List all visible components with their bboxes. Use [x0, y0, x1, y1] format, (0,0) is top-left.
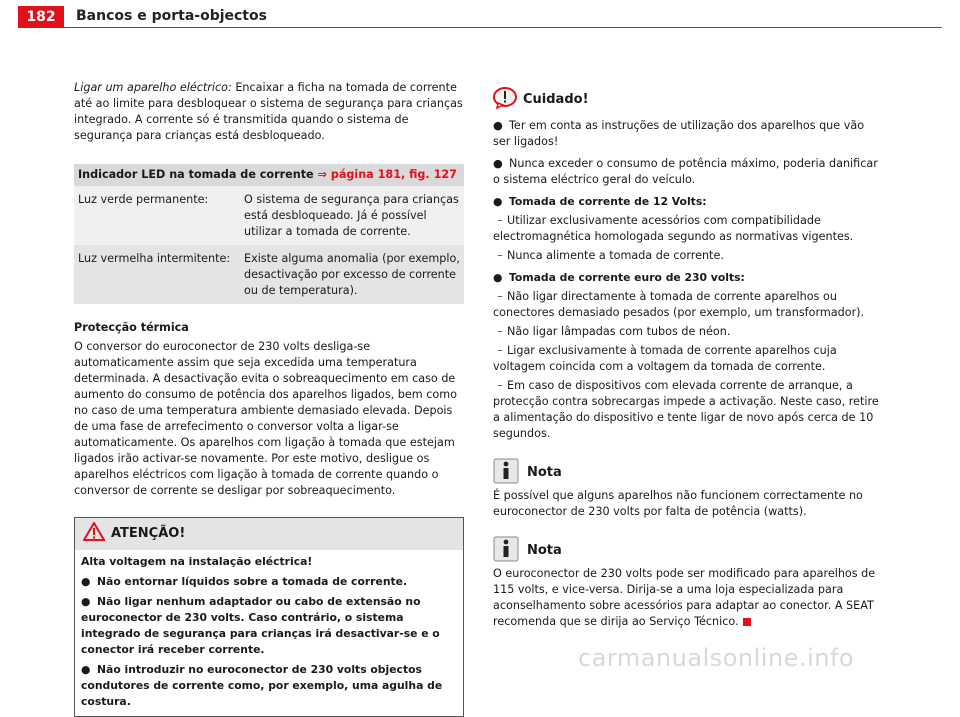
- warning-box: [74, 517, 464, 717]
- caution-item: [493, 156, 883, 188]
- bullet-icon: ●: [81, 595, 91, 608]
- caution-item: [493, 118, 883, 150]
- warning-item-text: Não entornar líquidos sobre a tomada de corrente.: [97, 575, 408, 588]
- dash-icon: –: [497, 214, 503, 227]
- warning-body: [75, 550, 463, 716]
- info-note-icon: [493, 458, 519, 489]
- caution-title: Cuidado!: [523, 92, 589, 107]
- subitem-text: Não ligar directamente à tomada de corrente aparelhos ou conectores demasiado pesados (por exemplo, um transformador).: [493, 290, 865, 319]
- led-table: [74, 164, 464, 304]
- page-reference-link[interactable]: página 181, fig. 127: [326, 168, 457, 181]
- warning-title: ATENÇÃO!: [111, 526, 186, 541]
- row-label: Luz verde permanente:: [78, 193, 209, 206]
- intro-paragraph: [74, 80, 464, 144]
- caution-group-230v: [493, 270, 883, 286]
- page-title: Bancos e porta-objectos: [76, 8, 267, 24]
- caution-subitem: [493, 343, 883, 375]
- left-column: [74, 80, 464, 717]
- note-text: [493, 566, 883, 630]
- dash-icon: –: [497, 344, 503, 357]
- warning-header: [75, 518, 463, 550]
- caution-subitem: [493, 324, 883, 340]
- end-of-section-icon: [743, 618, 751, 626]
- group-title: Tomada de corrente euro de 230 volts:: [509, 271, 745, 284]
- thermal-protection-title: Protecção térmica: [74, 321, 189, 334]
- header-rule: [64, 27, 942, 28]
- caution-item-text: Ter em conta as instruções de utilização dos aparelhos que vão ser ligados!: [493, 119, 865, 148]
- caution-item-text: Nunca exceder o consumo de potência máximo, poderia danificar o sistema eléctrico geral do veículo.: [493, 157, 878, 186]
- table-row: [74, 186, 464, 245]
- caution-subitem: [493, 213, 883, 245]
- led-table-title: Indicador LED na tomada de corrente: [78, 168, 318, 181]
- dash-icon: –: [497, 325, 503, 338]
- note-text-content: O euroconector de 230 volts pode ser modificado para aparelhos de 115 volts, e vice-versa. Dirija-se a uma loja especializada para aconselhamento sobre acessórios para adaptar ao conector. A SEAT recomenda que se dirija ao Serviço Técnico.: [493, 567, 876, 628]
- info-note-icon: [493, 536, 519, 567]
- led-table-header: [74, 164, 464, 186]
- page-header: [0, 0, 960, 28]
- row-text: Existe alguma anomalia (por exemplo, desactivação por excesso de corrente ou de temperatura).: [244, 252, 460, 297]
- note-header: [493, 460, 883, 486]
- subitem-text: Nunca alimente a tomada de corrente.: [507, 249, 724, 262]
- bullet-icon: ●: [493, 271, 503, 284]
- table-row: [74, 245, 464, 304]
- caution-subitem: [493, 378, 883, 442]
- warning-item: [81, 594, 457, 658]
- arrow-icon: ⇒: [317, 168, 327, 181]
- note-title: Nota: [527, 543, 562, 558]
- group-title: Tomada de corrente de 12 Volts:: [509, 195, 707, 208]
- bullet-icon: ●: [493, 157, 503, 170]
- bullet-icon: ●: [81, 663, 91, 676]
- caution-subitem: [493, 248, 883, 264]
- warning-item: [81, 662, 457, 710]
- caution-group-12v: [493, 194, 883, 210]
- warning-item-text: Não ligar nenhum adaptador ou cabo de extensão no euroconector de 230 volts. Caso contrário, o sistema integrado de segurança para crianças irá desactivar-se e o conector irá receber corrente.: [81, 595, 440, 656]
- dash-icon: –: [497, 290, 503, 303]
- dash-icon: –: [497, 249, 503, 262]
- thermal-protection-text: O conversor do euroconector de 230 volts desliga-se automaticamente assim que seja excedida uma temperatura determinada. A desactivação evita o sobreaquecimento em caso de aumento do consumo de potência dos aparelhos ligados, bem como no caso de uma temperatura ambiente demasiado elevada. Depois de uma fase de arrefecimento o conversor volta a ligar-se automaticamente. Os aparelhos com ligação à tomada que estejam ligados irão activar-se novamente. Por este motivo, desligue os aparelhos eléctricos com ligação à tomada de corrente quando o conversor de corrente se desligar por sobreaquecimento.: [74, 340, 457, 497]
- note-title: Nota: [527, 465, 562, 480]
- warning-item: [81, 574, 457, 590]
- row-text: O sistema de segurança para crianças está desbloqueado. Já é possível utilizar a tomada de corrente.: [244, 193, 459, 238]
- subitem-text: Não ligar lâmpadas com tubos de néon.: [507, 325, 731, 338]
- watermark: carmanualsonline.info: [578, 644, 855, 672]
- warning-item-text: Não introduzir no euroconector de 230 volts objectos condutores de corrente como, por exemplo, uma agulha de costura.: [81, 663, 443, 708]
- bullet-icon: ●: [493, 119, 503, 132]
- dash-icon: –: [497, 379, 503, 392]
- caution-header: [493, 88, 883, 112]
- caution-icon: [493, 87, 517, 114]
- row-label: Luz vermelha intermitente:: [78, 252, 231, 265]
- subitem-text: Em caso de dispositivos com elevada corrente de arranque, a protecção contra sobrecargas impede a activação. Neste caso, retire a alimentação do dispositivo e tente ligar de novo após cerca de 10 segundos.: [493, 379, 879, 440]
- intro-label: Ligar um aparelho eléctrico:: [74, 81, 232, 94]
- caution-subitem: [493, 289, 883, 321]
- intro-text: Encaixar a ficha na tomada de corrente até ao limite para desbloquear o sistema de segurança para crianças integrado. A corrente só é transmitida quando o sistema de segurança para crianças está desbloqueado.: [74, 81, 463, 142]
- page-number: 182: [18, 6, 64, 28]
- right-column: [493, 88, 883, 630]
- bullet-icon: ●: [81, 575, 91, 588]
- subitem-text: Utilizar exclusivamente acessórios com compatibilidade electromagnética homologada segundo as normativas vigentes.: [493, 214, 854, 243]
- warning-subtitle: Alta voltagem na instalação eléctrica!: [81, 555, 313, 568]
- bullet-icon: ●: [493, 195, 503, 208]
- note-text: É possível que alguns aparelhos não funcionem correctamente no euroconector de 230 volts por falta de potência (watts).: [493, 489, 863, 518]
- note-header: [493, 538, 883, 564]
- subitem-text: Ligar exclusivamente à tomada de corrente aparelhos cuja voltagem coincida com a voltagem da tomada de corrente.: [493, 344, 837, 373]
- warning-triangle-icon: [83, 522, 105, 546]
